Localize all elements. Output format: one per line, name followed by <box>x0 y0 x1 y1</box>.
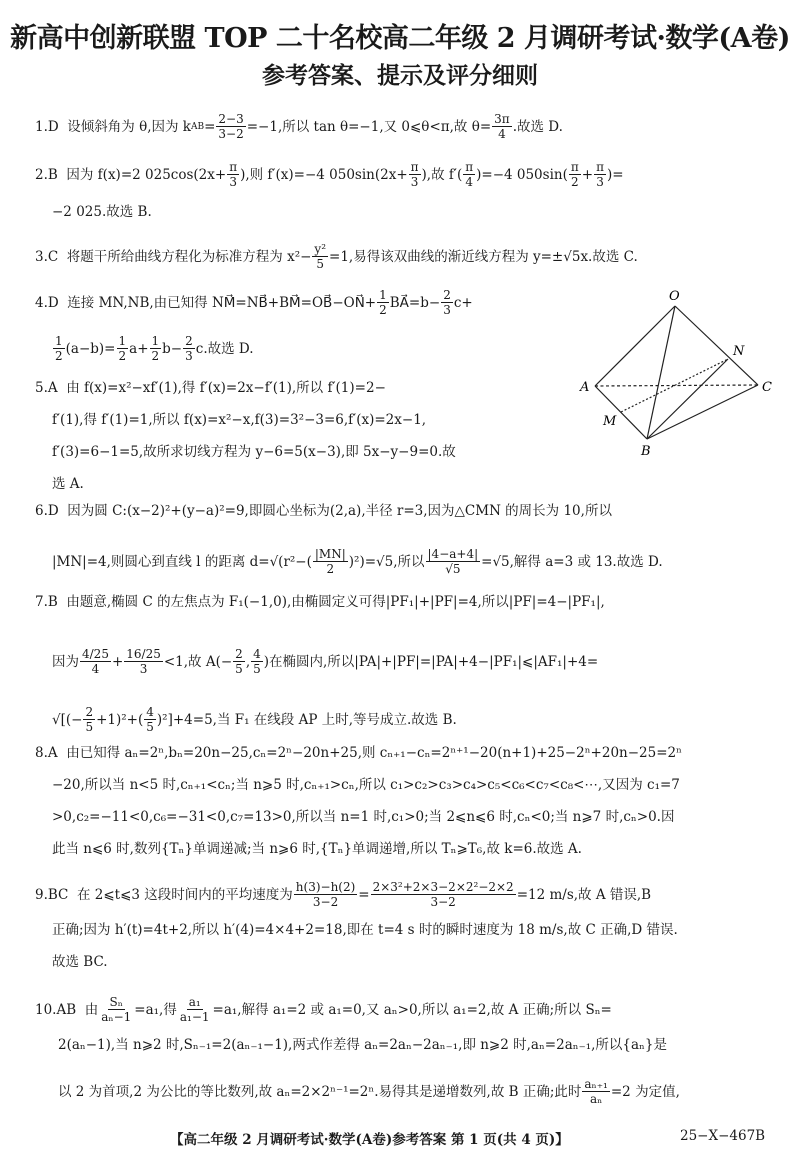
numerator: 4 <box>253 647 261 661</box>
numerator: π <box>410 160 419 174</box>
text-run: −20,所以当 n<5 时,cₙ₊₁<cₙ;当 n⩾5 时,cₙ₊₁>cₙ,所以 c₁>c₂>c₃>c₄>c₅<c₆<c₇<c₈<⋯,又因为 c₁=7 <box>52 777 680 793</box>
answer-line <box>35 112 563 141</box>
text-run: 5.A 由 f(x)=x²−xf′(1),得 f′(x)=2x−f′(1),所以 f′(1)=2− <box>35 380 386 396</box>
text-run: )在椭圆内,所以|PA|+|PF|=|PA|+4−|PF₁|⩽|AF₁|+4= <box>263 653 599 670</box>
numerator: π <box>570 160 579 174</box>
answer-line <box>52 952 108 972</box>
denominator: 2 <box>570 175 579 189</box>
fraction <box>569 160 581 189</box>
page-footer: 【高二年级 2 月调研考试·数学(A卷)参考答案 第 1 页(共 4 页)】 <box>170 1132 569 1148</box>
denominator: 5 <box>316 257 325 271</box>
fraction <box>441 288 453 317</box>
answer-line <box>35 995 612 1024</box>
document-subtitle: 参考答案、提示及评分细则 <box>262 62 538 89</box>
answer-line <box>35 378 386 398</box>
text-run: c+ <box>453 294 473 311</box>
denominator: 3 <box>596 175 604 189</box>
document-title: 新高中创新联盟 TOP 二十名校高二年级 2 月调研考试·数学(A卷) <box>10 23 790 54</box>
text-run: a+ <box>129 340 149 357</box>
numerator: 1 <box>118 334 127 348</box>
numerator: y² <box>314 242 327 256</box>
label-C: C <box>762 380 772 395</box>
numerator: 2 <box>185 334 193 348</box>
fraction <box>150 334 162 363</box>
denominator: 3 <box>410 175 419 189</box>
text-run: + <box>111 653 124 670</box>
denominator: 3 <box>185 349 193 363</box>
answer-line <box>35 743 682 763</box>
text-run: )²]+4=5,当 F₁ 在线段 AP 上时,等号成立.故选 B. <box>156 711 457 728</box>
denominator: 2 <box>55 349 63 363</box>
text-run: 故选 BC. <box>52 954 108 970</box>
answer-line <box>35 242 638 271</box>
text-run: + <box>581 166 594 183</box>
answer-line <box>52 410 426 430</box>
fraction <box>463 160 475 189</box>
fraction <box>53 334 65 363</box>
text-run: (a−b)= <box>65 340 116 357</box>
edge-OA <box>595 306 675 386</box>
numerator: aₙ₊₁ <box>584 1077 608 1091</box>
fraction <box>216 112 245 141</box>
fraction <box>99 995 133 1024</box>
answer-line <box>52 474 84 494</box>
label-B: B <box>641 444 651 459</box>
text-run: 10.AB 由 <box>35 1001 99 1018</box>
numerator: 1 <box>379 288 387 302</box>
text-run: BA⃗=b− <box>389 294 441 311</box>
text-run: 4.D 连接 MN,NB,由已知得 NM⃗=NB⃗+BM⃗=OB⃗−ON⃗+ <box>35 294 377 311</box>
edge-BN <box>647 359 728 439</box>
text-run: =√5,解得 a=3 或 13.故选 D. <box>481 553 663 570</box>
text-run: 因为 <box>52 653 79 670</box>
numerator: 2 <box>235 647 243 661</box>
denominator: 5 <box>253 662 261 676</box>
text-run: 2.B 因为 f(x)=2 025cos(2x+ <box>35 166 227 183</box>
answer-line <box>35 592 605 612</box>
text-run: = <box>204 118 216 135</box>
text-run: 6.D 因为圆 C:(x−2)²+(y−a)²=9,即圆心坐标为(2,a),半径 r=3,因为△CMN 的周长为 10,所以 <box>35 503 612 519</box>
text-run: 7.B 由题意,椭圆 C 的左焦点为 F₁(−1,0),由椭圆定义可得|PF₁|+|PF|=4,所以|PF|=4−|PF₁|, <box>35 594 605 610</box>
answer-line <box>52 705 457 734</box>
fraction <box>313 547 348 576</box>
fraction <box>117 334 129 363</box>
denominator: 3 <box>229 175 237 189</box>
text-run: 8.A 由已知得 aₙ=2ⁿ,bₙ=20n−25,cₙ=2ⁿ−20n+25,则 cₙ₊₁−cₙ=2ⁿ⁺¹−20(n+1)+25−2ⁿ+20n−25=2ⁿ <box>35 745 682 761</box>
text-run: 3.C 将题干所给曲线方程化为标准方程为 x²− <box>35 248 312 265</box>
fraction <box>582 1077 610 1106</box>
answer-line <box>52 807 674 827</box>
fraction <box>251 647 263 676</box>
answer-line <box>58 1035 667 1055</box>
answer-line <box>35 160 624 189</box>
fraction <box>227 160 239 189</box>
fraction <box>80 647 111 676</box>
document-code: 25−X−467B <box>680 1128 766 1144</box>
text-run: f′(3)=6−1=5,故所求切线方程为 y−6=5(x−3),即 5x−y−9=0.故 <box>52 444 456 460</box>
numerator: π <box>596 160 604 174</box>
text-run: 选 A. <box>52 476 84 492</box>
denominator: √5 <box>445 562 461 576</box>
denominator: 4 <box>498 127 506 141</box>
text-run: +1)²+( <box>96 711 144 728</box>
numerator: h(3)−h(2) <box>295 880 356 894</box>
answer-line <box>52 839 582 859</box>
numerator: 1 <box>55 334 63 348</box>
denominator: 2 <box>151 349 160 363</box>
text-run: ),则 f′(x)=−4 050sin(2x+ <box>240 166 408 183</box>
text-run: 9.BC 在 2⩽t⩽3 这段时间内的平均速度为 <box>35 886 293 903</box>
text-run: 以 2 为首项,2 为公比的等比数列,故 aₙ=2×2ⁿ⁻¹=2ⁿ.易得其是递增数列,故 B 正确;此时 <box>58 1083 582 1100</box>
text-run: )=−4 050sin( <box>476 166 568 183</box>
numerator: 1 <box>151 334 160 348</box>
fraction <box>409 160 421 189</box>
fraction <box>183 334 195 363</box>
fraction <box>233 647 245 676</box>
answer-line <box>35 501 612 521</box>
fraction <box>144 705 156 734</box>
text-run: = <box>358 886 370 903</box>
fraction <box>371 880 516 909</box>
answer-line <box>52 334 254 363</box>
numerator: 2×3²+2×3−2×2²−2×2 <box>372 880 514 894</box>
text-run: c.故选 D. <box>195 340 254 357</box>
text-run: √[(− <box>52 711 83 728</box>
fraction <box>178 995 212 1024</box>
label-A: A <box>580 380 590 395</box>
numerator: π <box>465 160 474 174</box>
denominator: 3−2 <box>312 895 339 909</box>
numerator: 2 <box>443 288 451 302</box>
edge-OB <box>647 306 675 439</box>
text-run: =1,易得该双曲线的渐近线方程为 y=±√5x.故选 C. <box>329 248 638 265</box>
text-run: 正确;因为 h′(t)=4t+2,所以 h′(4)=4×4+2=18,即在 t=4 s 时的瞬时速度为 18 m/s,故 C 正确,D 错误. <box>52 922 678 938</box>
edge-BC <box>647 385 758 439</box>
numerator: 4 <box>146 705 154 719</box>
answer-line <box>52 442 456 462</box>
denominator: 2 <box>118 349 127 363</box>
denominator: 3 <box>139 662 148 676</box>
fraction <box>124 647 163 676</box>
answer-line <box>52 202 152 222</box>
text-run: )= <box>606 166 624 183</box>
numerator: 3π <box>494 112 510 126</box>
text-run: =−1,所以 tan θ=−1,又 0⩽θ<π,故 θ= <box>246 118 492 135</box>
answer-line <box>35 288 473 317</box>
text-run: =12 m/s,故 A 错误,B <box>516 886 652 903</box>
numerator: |4−a+4| <box>427 547 479 561</box>
text-run: >0,c₂=−11<0,c₆=−31<0,c₇=13>0,所以当 n=1 时,c₁>0;当 2⩽n⩽6 时,cₙ<0;当 n⩾7 时,cₙ>0.因 <box>52 809 675 825</box>
edge-OC <box>675 306 758 385</box>
tetrahedron-figure <box>575 285 790 460</box>
text-run: 此当 n⩽6 时,数列{Tₙ}单调递减;当 n⩾6 时,{Tₙ}单调递增,所以 Tₙ⩾T₆,故 k=6.故选 A. <box>52 841 582 857</box>
fraction <box>594 160 606 189</box>
label-N: N <box>733 344 745 359</box>
numerator: 2−3 <box>218 112 244 126</box>
text-run: .故选 D. <box>512 118 563 135</box>
fraction <box>294 880 358 909</box>
fraction <box>377 288 389 317</box>
denominator: a₁−1 <box>179 1010 210 1024</box>
text-run: =a₁,得 <box>134 1001 177 1018</box>
text-run: 1.D 设倾斜角为 θ,因为 k <box>35 118 191 135</box>
subscript: AB <box>190 121 205 132</box>
fraction <box>492 112 512 141</box>
answer-line <box>52 920 678 940</box>
numerator: 16/25 <box>126 647 161 661</box>
text-run: )²)=√5,所以 <box>348 553 425 570</box>
answer-line <box>52 647 598 676</box>
numerator: π <box>229 160 238 174</box>
fraction <box>426 547 481 576</box>
numerator: 4/25 <box>82 647 109 661</box>
text-run: =2 为定值, <box>610 1083 680 1100</box>
edge-AB <box>595 386 647 439</box>
numerator: 2 <box>85 705 94 719</box>
denominator: 3−2 <box>430 895 456 909</box>
denominator: 3−2 <box>218 127 244 141</box>
denominator: 5 <box>235 662 243 676</box>
denominator: aₙ−1 <box>101 1010 132 1024</box>
denominator: 4 <box>91 662 100 676</box>
numerator: a₁ <box>188 995 201 1009</box>
text-run: <1,故 A(− <box>163 653 233 670</box>
answer-line <box>58 1077 680 1106</box>
denominator: 5 <box>85 720 94 734</box>
text-run: , <box>245 653 251 670</box>
label-O: O <box>669 289 680 304</box>
numerator: Sₙ <box>109 995 123 1009</box>
text-run: −2 025.故选 B. <box>52 204 152 220</box>
answer-line <box>35 880 651 909</box>
answer-line <box>52 547 663 576</box>
text-run: b− <box>162 340 183 357</box>
text-run: ),故 f′( <box>421 166 463 183</box>
text-run: 2(aₙ−1),当 n⩾2 时,Sₙ₋₁=2(aₙ₋₁−1),两式作差得 aₙ=2aₙ−2aₙ₋₁,即 n⩾2 时,aₙ=2aₙ₋₁,所以{aₙ}是 <box>58 1037 667 1053</box>
text-run: |MN|=4,则圆心到直线 l 的距离 d=√(r²−( <box>52 553 312 570</box>
label-M: M <box>603 414 617 429</box>
denominator: 5 <box>146 720 154 734</box>
denominator: 4 <box>465 175 473 189</box>
denominator: 2 <box>379 303 387 317</box>
text-run: f′(1),得 f′(1)=1,所以 f(x)=x²−x,f(3)=3²−3=6,f′(x)=2x−1, <box>52 412 427 428</box>
answer-line <box>52 775 680 795</box>
numerator: |MN| <box>314 547 346 561</box>
denominator: 3 <box>443 303 451 317</box>
denominator: 2 <box>326 562 335 576</box>
text-run: =a₁,解得 a₁=2 或 a₁=0,又 aₙ>0,所以 a₁=2,故 A 正确;所以 Sₙ= <box>212 1001 612 1018</box>
denominator: aₙ <box>589 1092 603 1106</box>
fraction <box>83 705 95 734</box>
fraction <box>312 242 328 271</box>
